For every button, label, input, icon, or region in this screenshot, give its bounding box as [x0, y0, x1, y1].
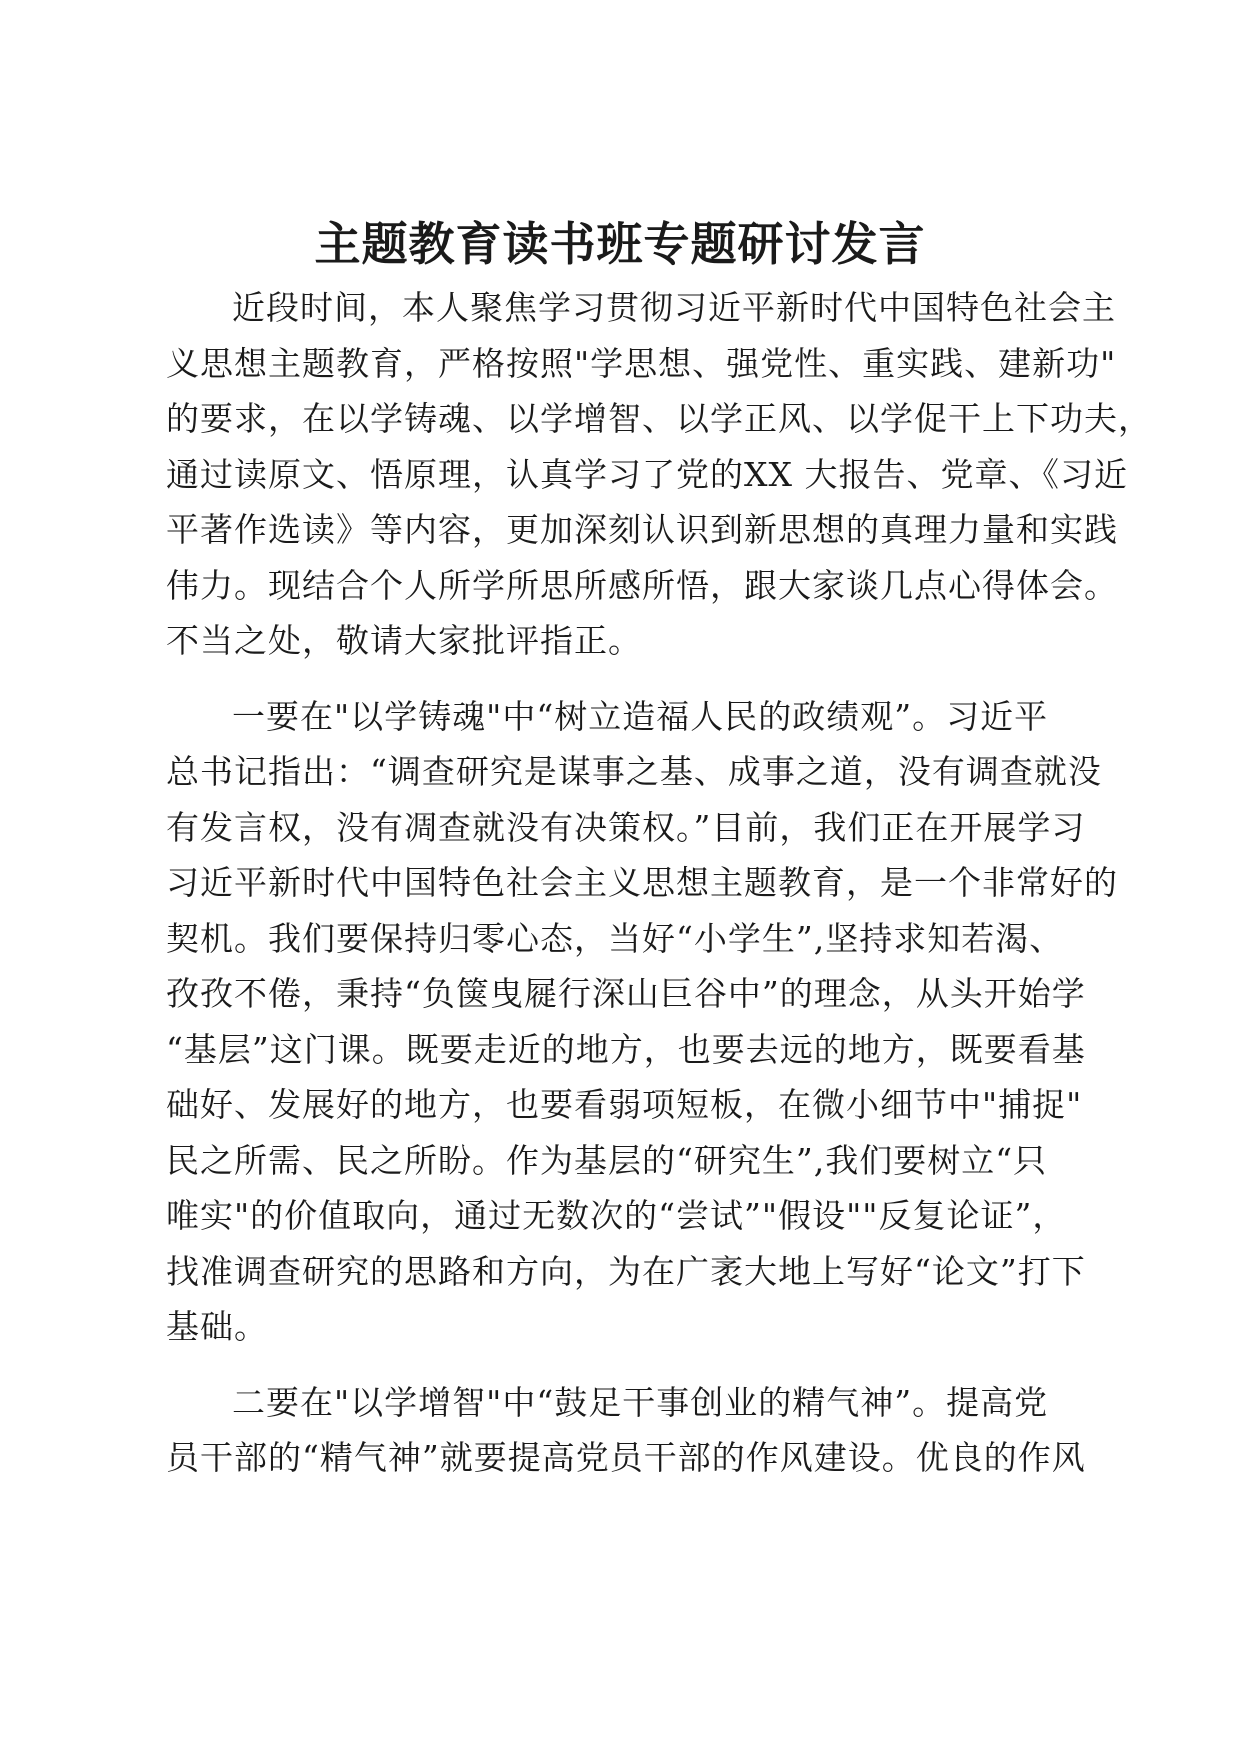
paragraph-line: 唯实"的价值取向，通过无数次的“尝试”"假设""反复论证”， — [166, 1196, 1067, 1235]
paragraph-line: 础好、发展好的地方，也要看弱项短板，在微小细节中"捕捉" — [166, 1085, 1083, 1124]
paragraph-spacer — [166, 1355, 1096, 1375]
paragraph-point-two — [166, 1375, 1096, 1486]
paragraph-line: 的要求，在以学铸魂、以学增智、以学正风、以学促干上下功夫， — [166, 399, 1152, 438]
document-title: 主题教育读书班专题研讨发言 — [314, 217, 926, 271]
paragraph-line: 总书记指出：“调查研究是谋事之基、成事之道，没有调查就没 — [166, 752, 1102, 791]
paragraph-line: 通过读原文、悟原理，认真学习了党的XX 大报告、党章、《习近 — [166, 454, 1128, 494]
paragraph-line: 平著作选读》等内容，更加深刻认识到新思想的真理力量和实践 — [166, 510, 1118, 549]
paragraph-line: 找准调查研究的思路和方向，为在广袤大地上写好“论文”打下 — [166, 1251, 1086, 1291]
paragraph-line: “基层”这门课。既要走近的地方，也要去远的地方，既要看基 — [166, 1029, 1086, 1069]
paragraph-spacer — [166, 669, 1096, 689]
paragraph-line: 义思想主题教育，严格按照"学思想、强党性、重实践、建新功" — [166, 343, 1117, 383]
paragraph-point-one — [166, 689, 1118, 1355]
paragraph-line: 不当之处，敬请大家批评指正。 — [166, 621, 642, 660]
paragraph-line: 民之所需、民之所盼。作为基层的“研究生”,我们要树立“只 — [166, 1140, 1048, 1180]
paragraph-line: 孜孜不倦，秉持“负箧曳屣行深山巨谷中”的理念，从头开始学 — [166, 974, 1086, 1013]
paragraph-line: 有发言权，没有凋查就没有决策权。”目前，我们正在开展学习 — [166, 807, 1086, 847]
paragraph-line: 伟力。现结合个人所学所思所感所悟，跟大家谈几点心得体会。 — [166, 565, 1118, 605]
paragraph-line: 一要在"以学铸魂"中“树立造福人民的政绩观”。习近平 — [232, 696, 1049, 736]
paragraph-line: 二要在"以学增智"中“鼓足干事创业的精气神”。提高党 — [232, 1382, 1049, 1422]
paragraph-line: 近段时间，本人聚焦学习贯彻习近平新时代中国特色社会主 — [232, 288, 1116, 327]
document-body — [166, 280, 1152, 1486]
paragraph-line: 基础。 — [166, 1307, 268, 1346]
paragraph-line: 员干部的“精气神”就要提高党员干部的作风建设。优良的作风 — [166, 1438, 1086, 1477]
paragraph-line: 习近平新时代中国特色社会主义思想主题教育，是一个非常好的 — [166, 863, 1118, 902]
paragraph-intro — [166, 280, 1152, 669]
paragraph-line: 契机。我们要保持归零心态，当好“小学生”,坚持求知若渴、 — [166, 918, 1064, 958]
